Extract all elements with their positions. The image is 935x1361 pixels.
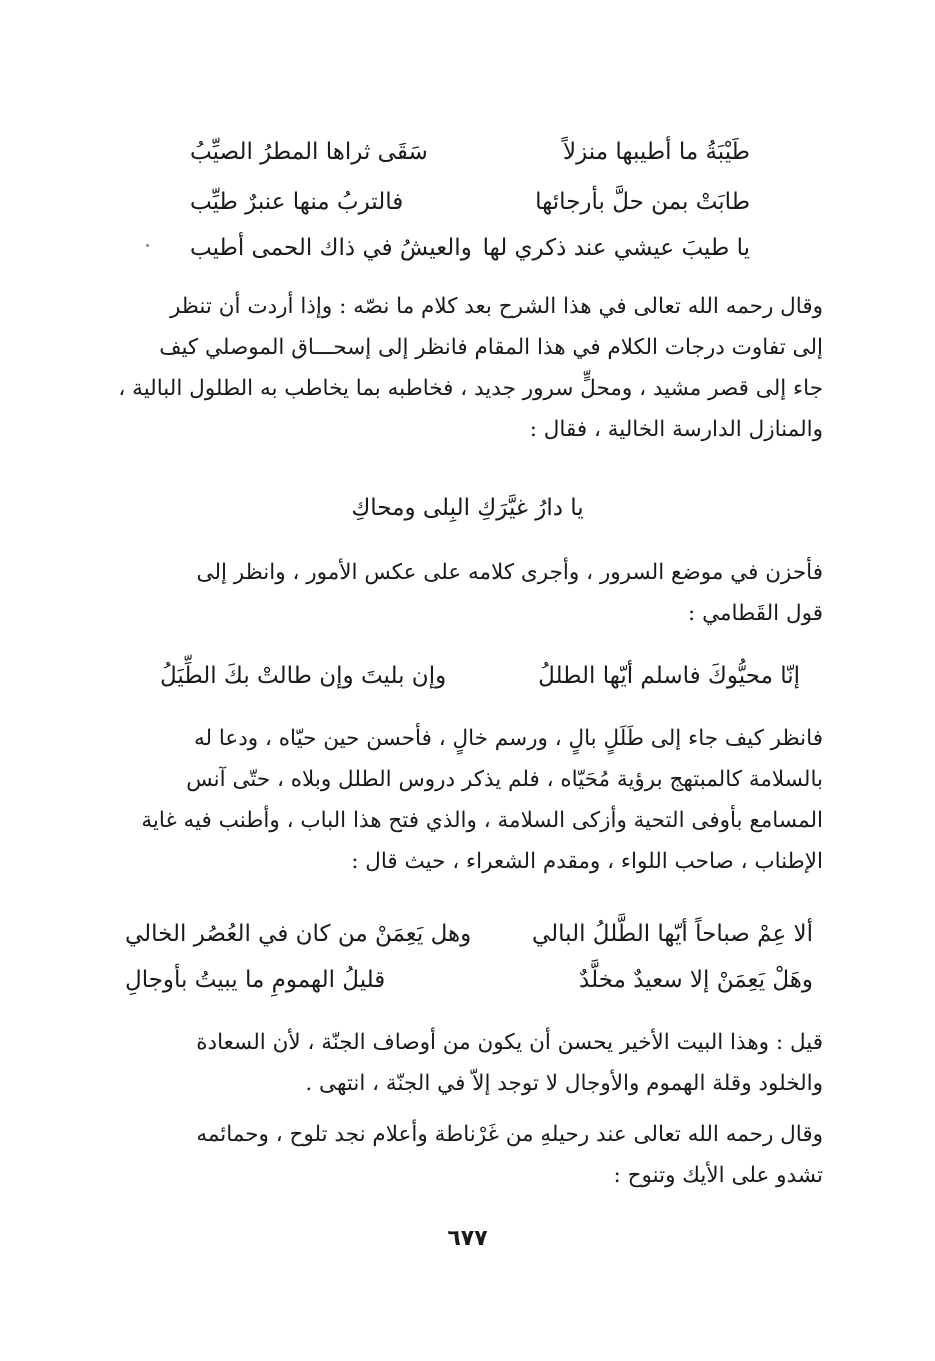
- text-line: المسامع بأوفى التحية وأزكى السلامة ، والذي فتح هذا الباب ، وأطنب فيه غاية: [141, 808, 823, 833]
- paragraph: [125, 718, 823, 882]
- verse-second-hemistich: قليلُ الهمومِ ما يبيتُ بأوجالِ: [125, 967, 386, 993]
- text-line: جاء إلى قصر مشيد ، ومحلٍّ سرور جديد ، فخاطبه بما يخاطب به الطلول البالية ،: [118, 376, 823, 401]
- verse-first-hemistich: إنّا محيُّوكَ فاسلم أيّها الطللُ: [538, 663, 800, 689]
- verse-first-hemistich: وهَلْ يَعِمَنْ إلا سعيدٌ مخلَّدٌ: [579, 967, 813, 993]
- quoted-verse: يا دارُ غيَّرَكِ البِلى ومحاكِ: [351, 495, 584, 521]
- text-line: قول القَطامي :: [688, 601, 823, 626]
- verse-second-hemistich: سَقَى ثراها المطرُ الصيِّبُ: [190, 139, 428, 165]
- text-line: والمنازل الدارسة الخالية ، فقال :: [529, 417, 823, 442]
- verse-first-hemistich: ألا عِمْ صباحاً أيّها الطَّللُ البالي: [531, 921, 813, 947]
- text-line: وقال رحمه الله تعالى عند رحيلهِ من غَرْناطة وأعلام نجد تلوح ، وحمائمه: [196, 1122, 823, 1147]
- verse-first-hemistich: يا طيبَ عيشي عند ذكري لها: [482, 235, 750, 261]
- text-line: قيل : وهذا البيت الأخير يحسن أن يكون من أوصاف الجنّة ، لأن السعادة: [196, 1030, 823, 1055]
- stray-mark: [146, 244, 149, 247]
- poem-verse: [190, 132, 750, 172]
- text-line: الإطناب ، صاحب اللواء ، ومقدم الشعراء ، حيث قال :: [351, 849, 823, 874]
- text-line: والخلود وقلة الهموم والأوجال لا توجد إلاّ في الجنّة ، انتهى .: [305, 1071, 823, 1096]
- paragraph: [125, 552, 823, 634]
- page-number: ٦٧٧: [447, 1226, 488, 1251]
- verse-first-hemistich: طَيْبَةُ ما أطيبها منزلاً: [562, 139, 750, 165]
- verse-second-hemistich: والعيشُ في ذاك الحمى أطيب: [190, 235, 472, 261]
- text-line: بالسلامة كالمبتهج برؤية مُحَيّاه ، فلم يذكر دروس الطلل وبلاه ، حتّى آنس: [186, 767, 823, 792]
- verse-second-hemistich: فالتربُ منها عنبرٌ طيِّب: [190, 189, 404, 215]
- text-line: تشدو على الأيك وتنوح :: [613, 1163, 823, 1188]
- poem-verse: [190, 228, 750, 268]
- poem-verse: [160, 656, 800, 696]
- verse-first-hemistich: طابَتْ بمن حلَّ بأرجائها: [535, 189, 750, 215]
- text-line: فانظر كيف جاء إلى طَلَلٍ بالٍ ، ورسم خالٍ ، فأحسن حين حيّاه ، ودعا له: [193, 726, 823, 751]
- verse-second-hemistich: وإن بليتَ وإن طالتْ بكَ الطِّيَلُ: [160, 663, 447, 689]
- verse-second-hemistich: وهل يَعِمَنْ من كان في العُصُر الخالي: [125, 921, 472, 947]
- poem-verse: [125, 914, 813, 954]
- poem-verse: [190, 182, 750, 222]
- text-line: وقال رحمه الله تعالى في هذا الشرح بعد كلام ما نصّه : وإذا أردت أن تنظر: [169, 294, 823, 319]
- paragraph: [118, 286, 823, 450]
- text-line: إلى تفاوت درجات الكلام في هذا المقام فانظر إلى إسحـــاق الموصلي كيف: [159, 335, 823, 360]
- text-line: فأحزن في موضع السرور ، وأجرى كلامه على عكس الأمور ، وانظر إلى: [196, 560, 823, 585]
- poem-verse: [125, 960, 813, 1000]
- paragraph: [125, 1114, 823, 1196]
- paragraph: [125, 1022, 823, 1104]
